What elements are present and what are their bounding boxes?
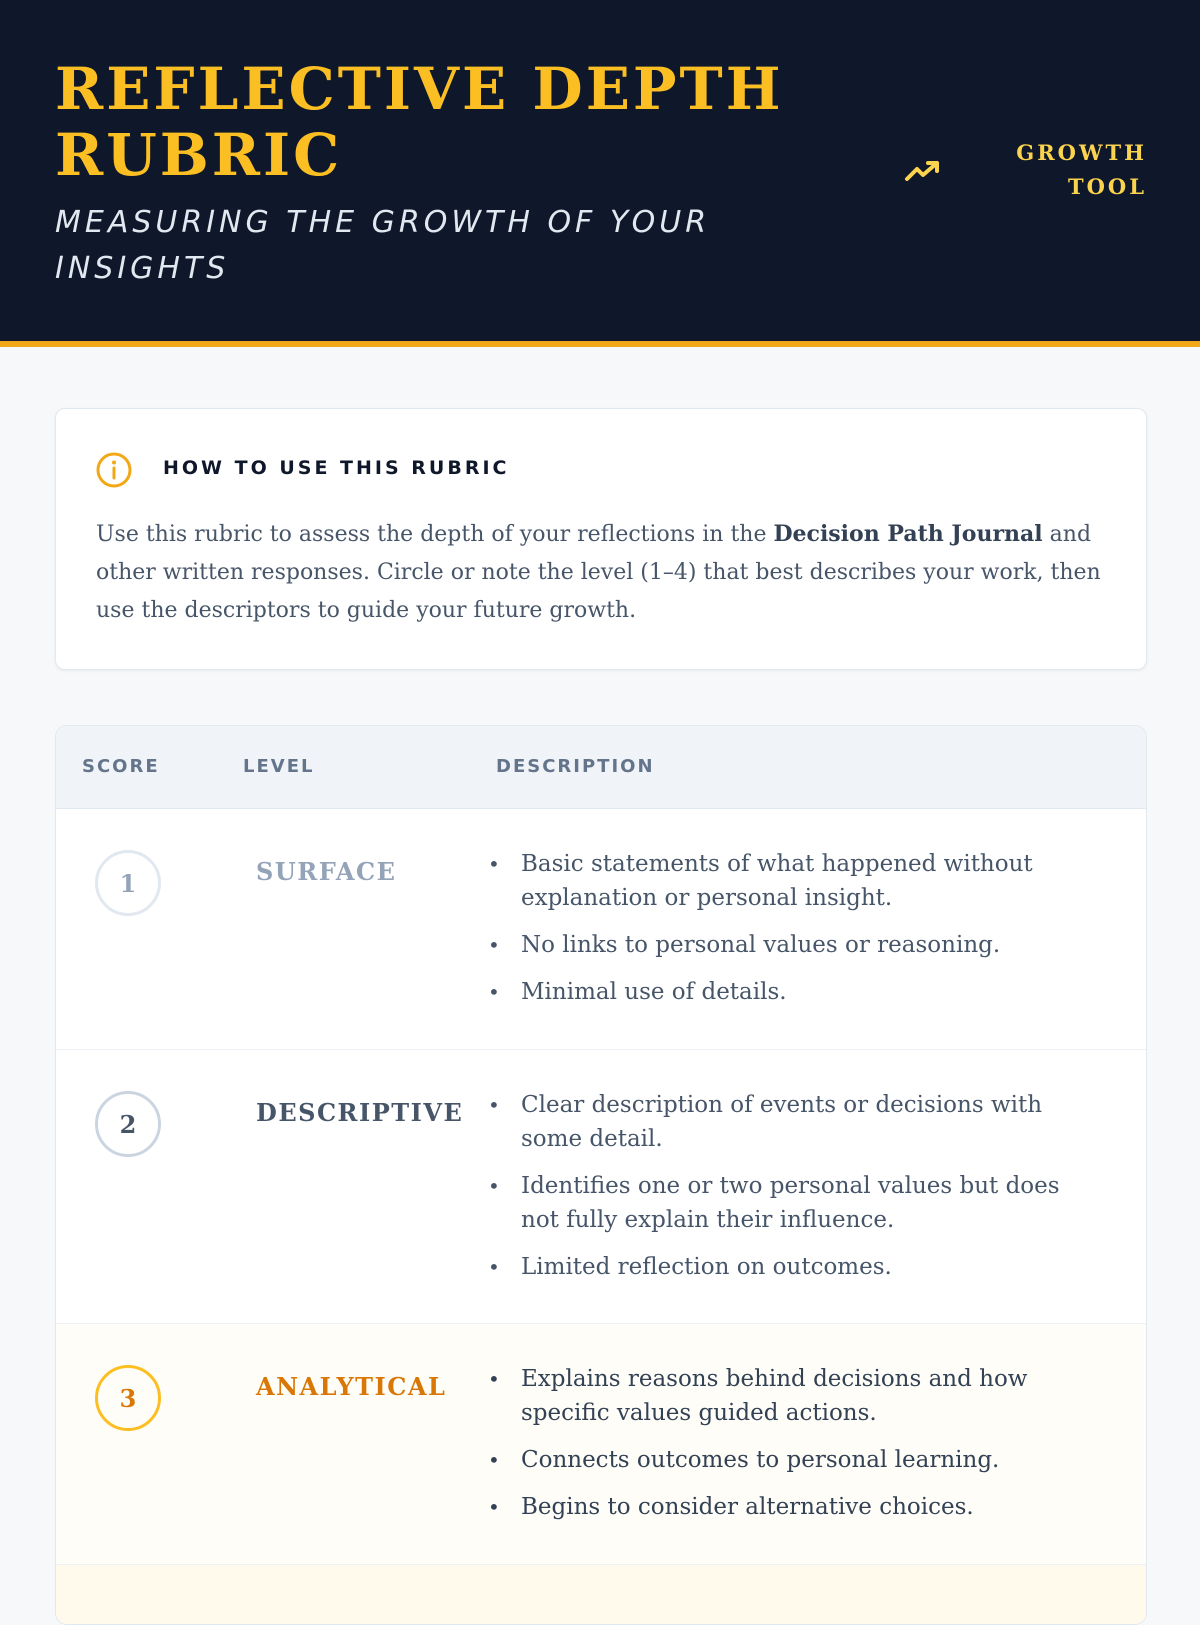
growth-tool-badge xyxy=(1016,136,1147,204)
description-list xyxy=(488,1088,1088,1297)
description-item: • Connects outcomes to personal learning. xyxy=(488,1447,1000,1473)
trending-up-icon xyxy=(903,157,943,185)
table-row xyxy=(56,1324,1146,1565)
description-item: • Begins to consider alternative choices. xyxy=(488,1494,974,1520)
table-row xyxy=(56,1050,1146,1324)
how-to-body-start: Use this rubric to assess the depth of your reflections in the xyxy=(96,522,774,547)
description-item: • Basic statements of what happened without explanation or personal insight. xyxy=(488,851,1033,911)
description-item: • Identifies one or two personal values but does not fully explain their influence. xyxy=(488,1173,1060,1233)
page-subtitle: MEASURING THE GROWTH OF YOUR INSIGHTS xyxy=(55,205,711,286)
description-item: • Minimal use of details. xyxy=(488,979,787,1005)
badge-word-2: TOOL xyxy=(1068,174,1147,199)
header-level: LEVEL xyxy=(243,756,315,777)
score-circle: 2 xyxy=(95,1091,161,1157)
description-item: • No links to personal values or reasoning. xyxy=(488,932,1001,958)
level-label: ANALYTICAL xyxy=(256,1372,447,1401)
rubric-table xyxy=(55,725,1147,1625)
badge-word-1: GROWTH xyxy=(1016,140,1147,165)
how-to-title: HOW TO USE THIS RUBRIC xyxy=(163,457,510,479)
level-label: SURFACE xyxy=(256,857,397,886)
description-item: • Limited reflection on outcomes. xyxy=(488,1254,892,1280)
description-list xyxy=(488,847,1088,1022)
info-icon xyxy=(95,451,133,489)
how-to-card xyxy=(55,408,1147,670)
page-header xyxy=(0,0,1200,347)
journal-name: Decision Path Journal xyxy=(773,521,1043,547)
header-score: SCORE xyxy=(82,756,160,777)
table-body xyxy=(56,809,1146,1565)
score-circle: 1 xyxy=(95,850,161,916)
how-to-body-end: and other written responses. Circle or note the level (1–4) that best describes your work, then use the descriptors to guide your future growth. xyxy=(96,522,1101,623)
header-description: DESCRIPTION xyxy=(496,756,655,777)
how-to-body xyxy=(96,515,1106,630)
table-row-partial xyxy=(56,1565,1146,1625)
page-title: REFLECTIVE DEPTH RUBRIC xyxy=(55,55,784,189)
score-circle: 3 xyxy=(95,1365,161,1431)
table-row xyxy=(56,809,1146,1050)
description-item: • Clear description of events or decisions with some detail. xyxy=(488,1092,1043,1152)
description-item: • Explains reasons behind decisions and how specific values guided actions. xyxy=(488,1366,1028,1426)
level-label: DESCRIPTIVE xyxy=(256,1098,464,1127)
table-header xyxy=(56,726,1146,809)
description-list xyxy=(488,1362,1088,1537)
